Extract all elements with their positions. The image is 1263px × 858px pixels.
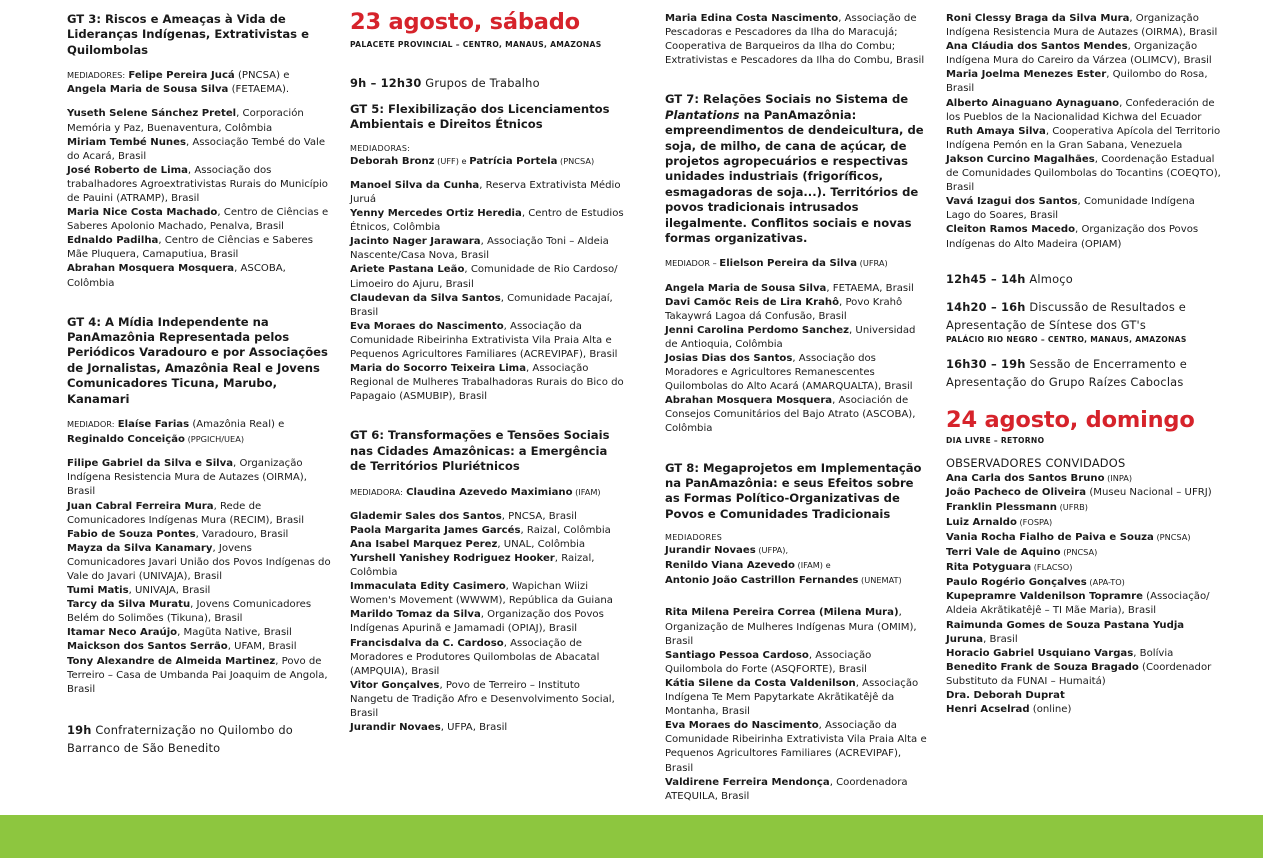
gt7-mediators: MEDIADOR – Elielson Pereira da Silva (UFRA) <box>665 258 888 270</box>
lunch-slot: 12h45 – 14h Almoço <box>946 271 1073 286</box>
gt4-participants <box>67 457 332 697</box>
participant: Maria Joelma Menezes Ester, Quilombo do Rosa, Brasil <box>946 69 1208 95</box>
gt5-label: MEDIADORAS: <box>350 143 411 153</box>
participant: Juan Cabral Ferreira Mura, Rede de Comunicadores Indígenas Mura (RECIM), Brasil <box>67 500 305 526</box>
participant: Josias Dias dos Santos, Associação dos Moradores e Agricultores Remanescentes Quilombolas do Alto Acará (AMARQUALTA), Brasil <box>665 353 913 393</box>
gt6-mediators: MEDIADORA: Claudina Azevedo Maximiano (IFAM) <box>350 486 601 498</box>
gt4-section <box>67 315 332 697</box>
participant: Yurshell Yanishey Rodriguez Hooker, Raizal, Colômbia <box>350 553 595 579</box>
gt7-participants <box>665 282 927 437</box>
observer: Terri Vale de Aquino (PNCSA) <box>946 547 1098 559</box>
gt5-participants <box>350 179 625 405</box>
gt3-title: GT 3: Riscos e Ameaças à Vida de Lideranças Indígenas, Extrativistas e Quilombolas <box>67 12 309 57</box>
observer: Ana Carla dos Santos Bruno (INPA) <box>946 472 1133 484</box>
participant: Tony Alexandre de Almeida Martinez, Povo de Terreiro – Casa de Umbanda Pai Joaquim de Angola, Brasil <box>67 655 328 695</box>
venue-saturday: PALACETE PROVINCIAL – CENTRO, MANAUS, AMAZONAS <box>350 40 602 49</box>
gt6-section <box>350 428 625 735</box>
participant: Yenny Mercedes Ortiz Heredia, Centro de Estudios Étnicos, Colômbia <box>350 208 624 234</box>
participant: Ednaldo Padilha, Centro de Ciências e Saberes Mãe Pluquera, Camaputiua, Brasil <box>67 235 314 261</box>
gt7-section <box>665 92 927 436</box>
column-4 <box>946 12 1221 717</box>
footer-band <box>0 815 1263 858</box>
gt3-section <box>67 12 332 291</box>
participant: Cleiton Ramos Macedo, Organização dos Povos Indígenas do Alto Madeira (OPIAM) <box>946 224 1199 250</box>
observer: Vania Rocha Fialho de Paiva e Souza (PNCSA) <box>946 531 1191 543</box>
observer: Benedito Frank de Souza Bragado (Coordenador Substituto da FUNAI – Humaitá) <box>946 661 1212 687</box>
participant: Maickson dos Santos Serrão, UFAM, Brasil <box>67 641 297 653</box>
observer: Henri Acselrad (online) <box>946 704 1072 716</box>
participant: Maria do Socorro Teixeira Lima, Associação Regional de Mulheres Trabalhadoras Rurais do Bico do Papagaio (ASMUBIP), Brasil <box>350 363 624 403</box>
observer: João Pacheco de Oliveira (Museu Nacional – UFRJ) <box>946 486 1212 498</box>
gt8-section <box>665 461 927 804</box>
observer: Franklin Plessmann (UFRB) <box>946 501 1088 513</box>
participant: Kátia Silene da Costa Valdenilson, Associação Indígena Te Mem Papytarkate Akrãtikatêjê da Montanha, Brasil <box>665 677 919 718</box>
participant: Fabio de Souza Pontes, Varadouro, Brasil <box>67 528 289 540</box>
observer: Raimunda Gomes de Souza Pastana Yudja Juruna, Brasil <box>946 619 1185 645</box>
participant: Miriam Tembé Nunes, Associação Tembé do Vale do Acará, Brasil <box>67 136 326 162</box>
participant: Tumi Matis, UNIVAJA, Brasil <box>67 585 211 597</box>
participant: Angela Maria de Sousa Silva, FETAEMA, Brasil <box>665 282 914 294</box>
discussion-slot: 14h20 – 16h Discussão de Resultados e Apresentação de Síntese dos GT's <box>946 299 1187 332</box>
participant: Maria Nice Costa Machado, Centro de Ciências e Saberes Apolonio Machado, Penalva, Brasil <box>67 207 329 233</box>
observers-list <box>946 471 1221 718</box>
observer: Dra. Deborah Duprat <box>946 690 1065 701</box>
participant: Eva Moraes do Nascimento, Associação da Comunidade Ribeirinha Extrativista Vila Praia Alta e Pequenos Agricultores Familiares (ACREVIPAF), Brasil <box>665 720 927 774</box>
participant: Itamar Neco Araújo, Magüta Native, Brasil <box>67 627 292 639</box>
schedule-time: 9h – 12h30 Grupos de Trabalho <box>350 76 540 90</box>
gt5-title: GT 5: Flexibilização dos Licenciamentos Ambientais e Direitos Étnicos <box>350 102 610 132</box>
gt8-participants-continued <box>946 12 1221 252</box>
participant: Jurandir Novaes, UFPA, Brasil <box>350 722 508 734</box>
participant: Immaculata Edity Casimero, Wapichan Wiizi Women's Movement (WWWM), República da Guiana <box>350 581 613 607</box>
gt6-participants <box>350 510 625 736</box>
gt6-title: GT 6: Transformações e Tensões Sociais nas Cidades Amazônicas: a Emergência de Territórios Pluriétnicos <box>350 428 610 474</box>
observer: Horacio Gabriel Usquiano Vargas, Bolívia <box>946 647 1174 659</box>
gt3-mediators: MEDIADORES: Felipe Pereira Jucá (PNCSA) e Angela Maria de Sousa Silva (FETAEMA). <box>67 70 290 96</box>
gt8-title: GT 8: Megaprojetos em Implementação na PanAmazônia: e seus Efeitos sobre as Formas Político-Organizativas de Povos e Comunidades Tradicionais <box>665 460 922 521</box>
participant: Vitor Gonçalves, Povo de Terreiro – Instituto Nangetu de Tradição Afro e Desenvolvimento Social, Brasil <box>350 679 615 720</box>
participant: Santiago Pessoa Cardoso, Associação Quilombola do Forte (ASQFORTE), Brasil <box>665 649 872 675</box>
participant: José Roberto de Lima, Associação dos trabalhadores Agroextrativistas Rurais do Município de Pauini (ATRAMP), Brasil <box>67 164 328 204</box>
gt8-mediators: Jurandir Novaes (UFPA), Renildo Viana Azevedo (IFAM) e Antonio João Castrillon Fernandes (UNEMAT) <box>665 545 902 587</box>
gt7-title: GT 7: Relações Sociais no Sistema de Plantations na PanAmazônia: empreendimentos de dendeicultura, de soja, de milho, de cana de açúcar, de projetos agropecuários e respectivas unidades industriais (frigoríficos, esmagadoras de soja...). Territórios de povos tradicionais intrusados ilegalmente. Conflitos sociais e novas formas organizativas. <box>665 92 924 246</box>
participant: Filipe Gabriel da Silva e Silva, Organização Indígena Resistencia Mura de Autazes (OIRMA), Brasil <box>67 458 307 498</box>
participant: Roni Clessy Braga da Silva Mura, Organização Indígena Resistencia Mura de Autazes (OIRMA), Brasil <box>946 13 1218 39</box>
participant: Vavá Izagui dos Santos, Comunidade Indígena Lago do Soares, Brasil <box>946 196 1195 222</box>
participant: Davi Camõc Reis de Lira Krahô, Povo Krahô Takaywrá Lagoa dá Confusão, Brasil <box>665 296 903 322</box>
observer: Kupepramre Valdenilson Topramre (Associação/ Aldeia Akrãtikatêjê – TI Mãe Maria), Brasil <box>946 591 1210 617</box>
observer: Luiz Arnaldo (FOSPA) <box>946 516 1053 528</box>
venue-discussion: PALÁCIO RIO NEGRO – CENTRO, MANAUS, AMAZONAS <box>946 334 1187 344</box>
participant: Maria Edina Costa Nascimento, Associação de Pescadoras e Pescadores da Ilha do Maracujá; Cooperativa de Barqueiros da Ilha do Combu; Extrativistas e Pescadores da Ilha do Combu, Brasil <box>665 13 925 67</box>
participant: Rita Milena Pereira Correa (Milena Mura), Organização de Mulheres Indígenas Mura (OMIM), Brasil <box>665 607 917 647</box>
closing-event: 19h Confraternização no Quilombo do Barranco de São Benedito <box>67 722 293 755</box>
gt5-section <box>350 102 625 404</box>
gt3-participants <box>67 107 332 290</box>
gt4-mediators: MEDIADOR: Elaíse Farias (Amazônia Real) e Reginaldo Conceição (PPGICH/UEA) <box>67 419 285 446</box>
observer: Paulo Rogério Gonçalves (APA-TO) <box>946 577 1125 589</box>
gt8-participants <box>665 606 927 803</box>
observers-title: OBSERVADORES CONVIDADOS <box>946 455 1126 470</box>
participant: Manoel Silva da Cunha, Reserva Extrativista Médio Juruá <box>350 179 621 205</box>
day-heading-saturday: 23 agosto, sábado <box>350 9 580 35</box>
participant: Abrahan Mosquera Mosquera, Asociación de Consejos Comunitários del Bajo Atrato (ASCOBA), Colômbia <box>665 395 916 435</box>
observer: Rita Potyguara (FLACSO) <box>946 562 1073 574</box>
participant: Yuseth Selene Sánchez Pretel, Corporación Memória y Paz, Buenaventura, Colômbia <box>67 108 304 134</box>
participant: Francisdalva da C. Cardoso, Associação de Moradores e Produtores Quilombolas de Abacatal (AMPQUIA), Brasil <box>350 637 600 677</box>
participant: Ruth Amaya Silva, Cooperativa Apícola del Territorio Indígena Pemón en la Gran Sabana, Venezuela <box>946 125 1221 151</box>
participant: Jenni Carolina Perdomo Sanchez, Universidad de Antioquia, Colômbia <box>665 324 916 350</box>
gt8-label: MEDIADORES <box>665 533 723 543</box>
gt4-title: GT 4: A Mídia Independente na PanAmazônia Representada pelos Periódicos Varadouro e por Associações de Jornalistas, Amazônia Real e Jovens Comunicadores Ticuna, Marubo, Kanamari <box>67 314 328 406</box>
participant: Jacinto Nager Jarawara, Associação Toni – Aldeia Nascente/Casa Nova, Brasil <box>350 236 609 262</box>
participant: Abrahan Mosquera Mosquera, ASCOBA, Colômbia <box>67 263 286 289</box>
participant: Jakson Curcino Magalhães, Coordenação Estadual de Comunidades Quilombolas do Tocantins (COEQTO), Brasil <box>946 153 1221 194</box>
participant: Tarcy da Silva Muratu, Jovens Comunicadores Belém do Solimões (Tikuna), Brasil <box>67 599 312 625</box>
participant: Claudevan da Silva Santos, Comunidade Pacajaí, Brasil <box>350 292 613 318</box>
participant: Ana Cláudia dos Santos Mendes, Organização Indígena Mura do Careiro da Várzea (OLIMCV), Brasil <box>946 41 1212 67</box>
day-heading-sunday: 24 agosto, domingo <box>946 406 1195 433</box>
participant: Marildo Tomaz da Silva, Organização dos Povos Indígenas Apurinã e Jamamadi (OPIAJ), Brasil <box>350 609 604 635</box>
column-2 <box>350 9 625 735</box>
participant: Ariete Pastana Leão, Comunidade de Rio Cardoso/ Limoeiro do Ajuru, Brasil <box>350 264 618 290</box>
closing-session-slot: 16h30 – 19h Sessão de Encerramento e Apresentação do Grupo Raízes Caboclas <box>946 356 1187 389</box>
gt5-mediators: Deborah Bronz (UFF) e Patrícia Portela (PNCSA) <box>350 155 595 167</box>
participant: Glademir Sales dos Santos, PNCSA, Brasil <box>350 510 577 522</box>
participant: Ana Isabel Marquez Perez, UNAL, Colômbia <box>350 538 586 550</box>
sunday-subtitle: DIA LIVRE – RETORNO <box>946 435 1045 445</box>
column-3 <box>665 12 927 804</box>
participant: Mayza da Silva Kanamary, Jovens Comunicadores Javari União dos Povos Indígenas do Vale do Javari (UNIVAJA), Brasil <box>67 542 331 582</box>
column-1 <box>67 12 332 757</box>
participant: Paola Margarita James Garcés, Raizal, Colômbia <box>350 524 611 536</box>
participant: Alberto Ainaguano Aynaguano, Confederación de los Pueblos de la Nacionalidad Kichwa del Ecuador <box>946 97 1215 123</box>
participant: Valdirene Ferreira Mendonça, Coordenadora ATEQUILA, Brasil <box>665 776 908 802</box>
participant: Eva Moraes do Nascimento, Associação da Comunidade Ribeirinha Extrativista Vila Praia Alta e Pequenos Agricultores Familiares (ACREVIPAF), Brasil <box>350 320 618 361</box>
